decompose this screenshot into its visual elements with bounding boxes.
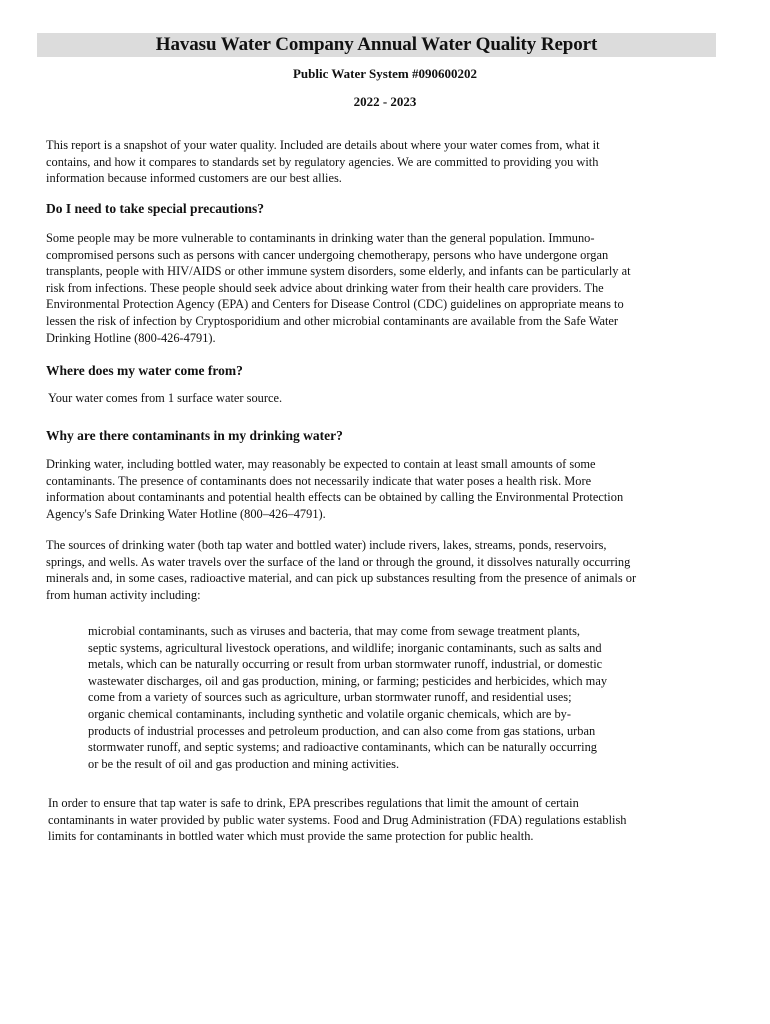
sources-line: minerals and, in some cases, radioactive material, and can pick up substances resulting from the presence of animals or bbox=[46, 571, 637, 586]
regulations-line: In order to ensure that tap water is safe to drink, EPA prescribes regulations that limit the amount of certain bbox=[48, 796, 579, 810]
contaminant-types-line: products of industrial processes and petroleum production, and can also come from gas stations, urban bbox=[88, 723, 596, 738]
intro-paragraph bbox=[46, 137, 726, 187]
contaminant-types-line: wastewater discharges, oil and gas production, mining, or farming; pesticides and herbicides, which may bbox=[88, 673, 608, 688]
contaminant-types-line: organic chemical contaminants, including synthetic and volatile organic chemicals, which are by- bbox=[88, 706, 571, 721]
contaminants-line: Drinking water, including bottled water, may reasonably be expected to contain at least small amounts of some bbox=[46, 457, 596, 471]
contaminant-types-line: metals, which can be naturally occurring or result from urban stormwater runoff, industrial, or domestic bbox=[88, 657, 603, 672]
contaminants-heading: Why are there contaminants in my drinking water? bbox=[46, 428, 343, 443]
contaminant-types-line: or be the result of oil and gas production and mining activities. bbox=[88, 756, 400, 771]
precautions-line: Some people may be more vulnerable to contaminants in drinking water than the general population. Immuno- bbox=[46, 231, 595, 245]
contaminant-types-line: septic systems, agricultural livestock operations, and wildlife; inorganic contaminants, such as salts and bbox=[88, 640, 602, 655]
precautions-line: compromised persons such as persons with cancer undergoing chemotherapy, persons who have undergone organ bbox=[46, 247, 609, 262]
precautions-line: Environmental Protection Agency (EPA) and Centers for Disease Control (CDC) guidelines on appropriate means to bbox=[46, 297, 624, 312]
sources-line: The sources of drinking water (both tap water and bottled water) include rivers, lakes, streams, ponds, reservoirs, bbox=[46, 538, 607, 552]
precautions-paragraph bbox=[46, 230, 726, 346]
intro-line: contains, and how it compares to standards set by regulatory agencies. We are committed to providing you with bbox=[46, 154, 599, 169]
intro-line: This report is a snapshot of your water quality. Included are details about where your water comes from, what it bbox=[46, 138, 600, 152]
contaminant-types-line: microbial contaminants, such as viruses and bacteria, that may come from sewage treatment plants, bbox=[88, 624, 581, 638]
precautions-line: Drinking Hotline (800-426-4791). bbox=[46, 330, 216, 345]
drinking-water-sources-paragraph bbox=[46, 537, 736, 603]
report-title: Havasu Water Company Annual Water Quality Report bbox=[37, 33, 716, 57]
public-water-system-id: Public Water System #090600202 bbox=[292, 66, 478, 81]
contaminant-types-line: come from a variety of sources such as agriculture, urban stormwater runoff, and residential uses; bbox=[88, 690, 572, 705]
sources-line: springs, and wells. As water travels over the surface of the land or through the ground, it dissolves naturally occurring bbox=[46, 554, 631, 569]
contaminant-types-block bbox=[88, 623, 728, 772]
report-years: 2022 - 2023 bbox=[353, 94, 417, 109]
regulations-line: limits for contaminants in bottled water which must provide the same protection for public health. bbox=[48, 829, 534, 844]
precautions-line: risk from infections. These people should seek advice about drinking water from their health care providers. The bbox=[46, 280, 604, 295]
contaminants-line: information about contaminants and potential health effects can be obtained by calling the Environmental Protection bbox=[46, 490, 624, 505]
epa-regulations-paragraph bbox=[48, 795, 728, 845]
precautions-heading: Do I need to take special precautions? bbox=[46, 201, 264, 216]
precautions-line: transplants, people with HIV/AIDS or other immune system disorders, some elderly, and infants can be particularly at bbox=[46, 264, 631, 279]
water-source-heading: Where does my water come from? bbox=[46, 363, 243, 378]
water-source-text: Your water comes from 1 surface water source. bbox=[48, 391, 283, 405]
intro-line: information because informed customers are our best allies. bbox=[46, 171, 342, 186]
regulations-line: contaminants in water provided by public water systems. Food and Drug Administration (FDA) regulations establish bbox=[48, 812, 627, 827]
sources-line: from human activity including: bbox=[46, 587, 201, 602]
contaminants-line: Agency's Safe Drinking Water Hotline (800–426–4791). bbox=[46, 506, 326, 521]
precautions-line: lessen the risk of infection by Cryptosporidium and other microbial contaminants are available from the Safe Water bbox=[46, 313, 619, 328]
contaminant-types-line: stormwater runoff, and septic systems; and radioactive contaminants, which can be naturally occurring bbox=[88, 740, 598, 755]
contaminants-line: contaminants. The presence of contaminants does not necessarily indicate that water poses a health risk. More bbox=[46, 473, 592, 488]
contaminants-paragraph bbox=[46, 456, 726, 522]
